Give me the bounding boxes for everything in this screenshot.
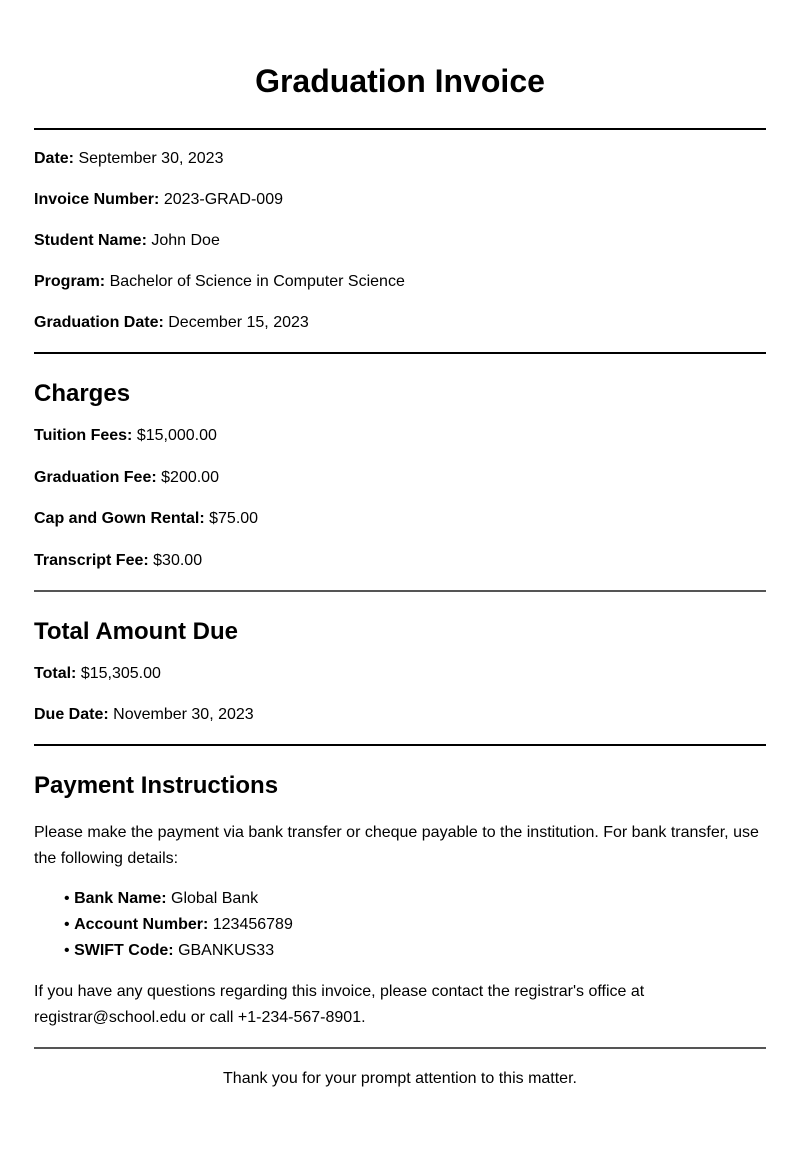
total-value: $15,305.00 [80, 665, 161, 682]
total-row [34, 664, 766, 684]
date-row [34, 149, 766, 169]
charge-label: Cap and Gown Rental: [34, 510, 205, 527]
list-item [64, 886, 766, 912]
payment-heading: Payment Instructions [34, 772, 279, 799]
account-number-label: Account Number: [74, 916, 209, 933]
date-label: Date: [34, 150, 75, 167]
due-date-row [34, 705, 766, 725]
contact-info: If you have any questions regarding this invoice, please contact the registrar's office at registrar@school.edu or call +1-234-567-8901. [34, 983, 645, 1026]
date-value: September 30, 2023 [78, 150, 224, 167]
charge-label: Transcript Fee: [34, 552, 149, 569]
bank-details-list [34, 886, 766, 964]
charge-value: $75.00 [209, 510, 259, 527]
charge-value: $200.00 [161, 469, 219, 486]
due-date-value: November 30, 2023 [113, 706, 254, 723]
page-title: Graduation Invoice [255, 63, 545, 99]
total-heading: Total Amount Due [34, 618, 238, 645]
graduation-date-row [34, 313, 766, 333]
charge-value: $15,000.00 [136, 427, 217, 444]
graduation-date-label: Graduation Date: [34, 314, 164, 331]
bank-name-label: Bank Name: [74, 890, 167, 907]
swift-code-value: GBANKUS33 [178, 942, 275, 959]
invoice-number-row [34, 190, 766, 210]
student-name-label: Student Name: [34, 232, 147, 249]
charge-item [34, 468, 766, 488]
bullet: • [64, 942, 70, 959]
charge-label: Tuition Fees: [34, 427, 133, 444]
charges-heading: Charges [34, 380, 131, 407]
total-label: Total: [34, 665, 77, 682]
list-item [64, 938, 766, 964]
invoice-number-label: Invoice Number: [34, 191, 160, 208]
charge-item [34, 509, 766, 529]
program-label: Program: [34, 273, 106, 290]
total-section [34, 592, 766, 725]
payment-intro: Please make the payment via bank transfer or cheque payable to the institution. For bank transfer, use the following details: [34, 824, 759, 867]
charges-section [34, 354, 766, 571]
charge-item [34, 551, 766, 571]
footer-note: Thank you for your prompt attention to this matter. [223, 1070, 577, 1087]
account-number-value: 123456789 [212, 916, 293, 933]
program-value: Bachelor of Science in Computer Science [109, 273, 405, 290]
graduation-date-value: December 15, 2023 [168, 314, 309, 331]
bullet: • [64, 890, 70, 907]
payment-section [34, 746, 766, 1031]
swift-code-label: SWIFT Code: [74, 942, 174, 959]
bullet: • [64, 916, 70, 933]
charge-value: $30.00 [153, 552, 203, 569]
invoice-header-info [34, 130, 766, 333]
charge-item [34, 426, 766, 446]
list-item [64, 912, 766, 938]
due-date-label: Due Date: [34, 706, 109, 723]
program-row [34, 272, 766, 292]
student-name-value: John Doe [151, 232, 220, 249]
charge-label: Graduation Fee: [34, 469, 157, 486]
student-name-row [34, 231, 766, 251]
invoice-number-value: 2023-GRAD-009 [163, 191, 283, 208]
bank-name-value: Global Bank [171, 890, 259, 907]
